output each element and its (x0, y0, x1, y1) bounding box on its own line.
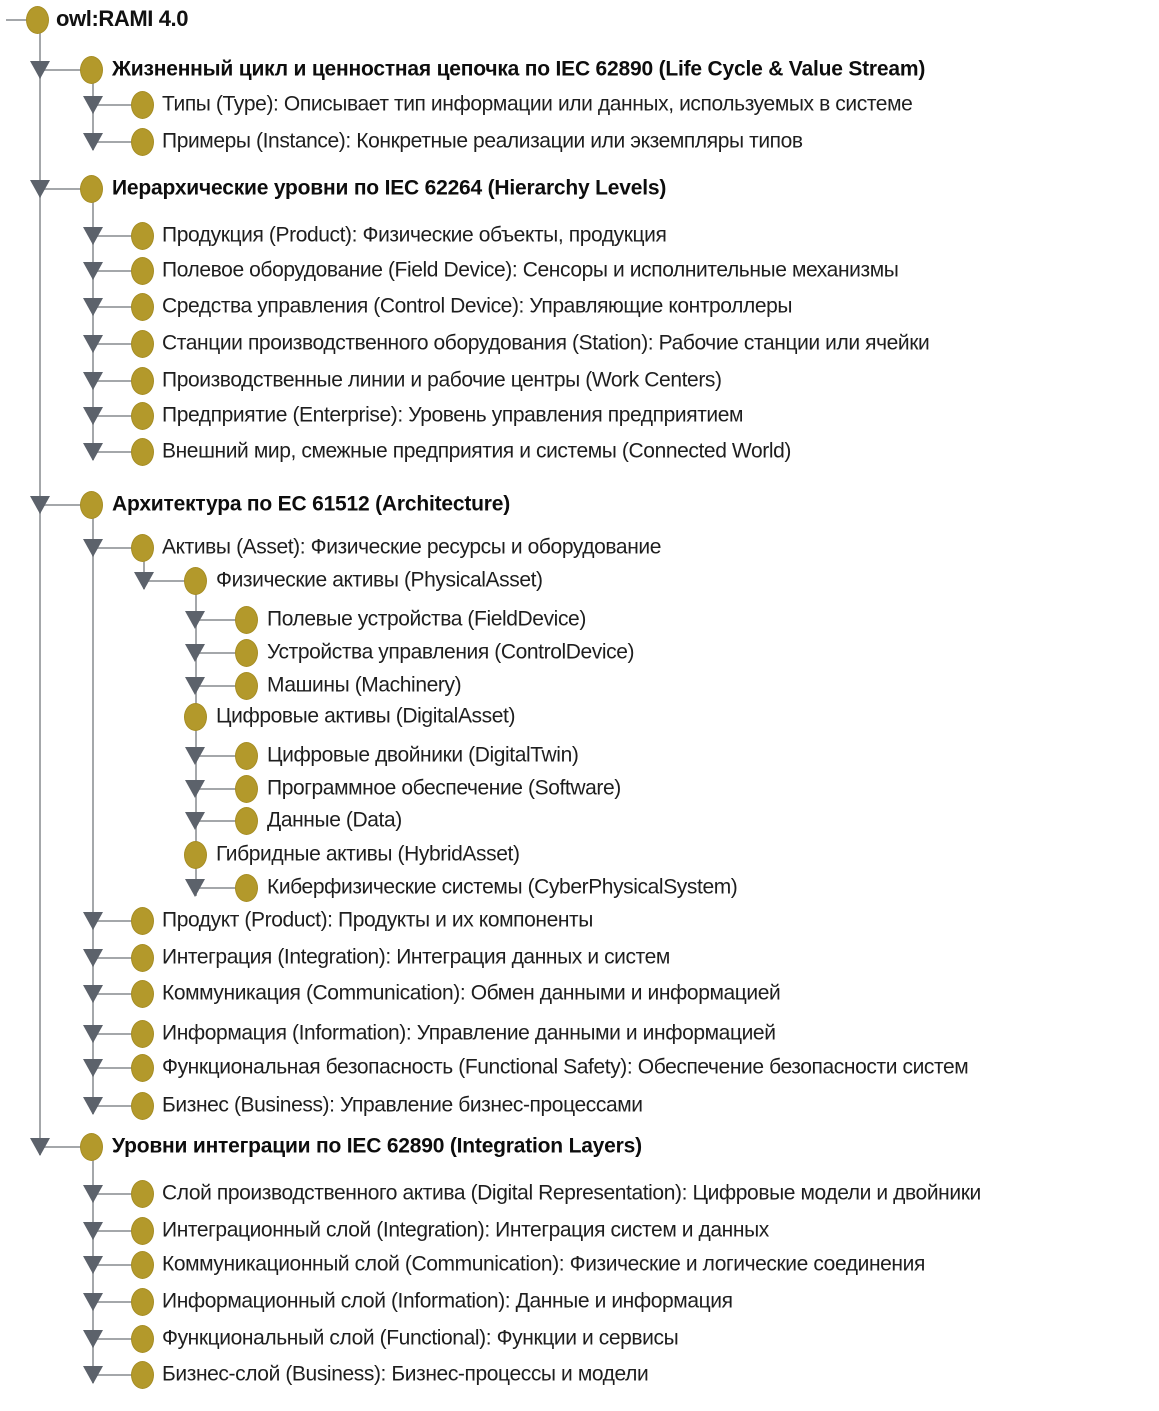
expand-triangle-icon[interactable] (83, 133, 103, 151)
class-node-icon[interactable] (80, 491, 103, 519)
node-label[interactable]: Цифровые двойники (DigitalTwin) (267, 743, 579, 767)
node-label[interactable]: Продукция (Product): Физические объекты, продукция (162, 223, 667, 247)
node-label[interactable]: Данные (Data) (267, 808, 402, 832)
node-label[interactable]: Внешний мир, смежные предприятия и системы (Connected World) (162, 439, 791, 463)
expand-triangle-icon[interactable] (83, 1025, 103, 1043)
class-node-icon[interactable] (131, 1092, 154, 1120)
expand-triangle-icon[interactable] (185, 812, 205, 830)
class-node-icon[interactable] (131, 438, 154, 466)
group-node-label[interactable]: Жизненный цикл и ценностная цепочка по IEC 62890 (Life Cycle & Value Stream) (112, 57, 926, 81)
class-node-icon[interactable] (131, 222, 154, 250)
node-label[interactable]: Коммуникация (Communication): Обмен данными и информацией (162, 981, 781, 1005)
node-label[interactable]: Полевое оборудование (Field Device): Сенсоры и исполнительные механизмы (162, 258, 899, 282)
expand-triangle-icon[interactable] (185, 879, 205, 897)
expand-triangle-icon[interactable] (185, 747, 205, 765)
node-label[interactable]: Активы (Asset): Физические ресурсы и оборудование (162, 535, 662, 559)
expand-triangle-icon[interactable] (83, 298, 103, 316)
node-label[interactable]: Функциональный слой (Functional): Функции и сервисы (162, 1326, 679, 1350)
node-label[interactable]: Устройства управления (ControlDevice) (267, 640, 635, 664)
class-node-icon[interactable] (131, 1325, 154, 1353)
expand-triangle-icon[interactable] (83, 1330, 103, 1348)
class-node-icon[interactable] (131, 91, 154, 119)
class-node-icon[interactable] (131, 330, 154, 358)
expand-triangle-icon[interactable] (83, 443, 103, 461)
class-node-icon[interactable] (184, 703, 207, 731)
class-node-icon[interactable] (80, 56, 103, 84)
expand-triangle-icon[interactable] (83, 1366, 103, 1384)
expand-triangle-icon[interactable] (83, 985, 103, 1003)
node-label[interactable]: Информационный слой (Information): Данные и информация (162, 1289, 733, 1313)
expand-triangle-icon[interactable] (83, 912, 103, 930)
node-label[interactable]: Средства управления (Control Device): Управляющие контроллеры (162, 294, 793, 318)
expand-triangle-icon[interactable] (83, 407, 103, 425)
class-node-icon[interactable] (131, 293, 154, 321)
node-label[interactable]: Бизнес (Business): Управление бизнес-процессами (162, 1093, 643, 1117)
class-node-icon[interactable] (26, 6, 49, 34)
expand-triangle-icon[interactable] (83, 949, 103, 967)
class-node-icon[interactable] (131, 980, 154, 1008)
class-node-icon[interactable] (235, 775, 258, 803)
node-label[interactable]: Станции производственного оборудования (Station): Рабочие станции или ячейки (162, 331, 930, 355)
expand-triangle-icon[interactable] (185, 677, 205, 695)
class-node-icon[interactable] (131, 402, 154, 430)
class-node-icon[interactable] (131, 1251, 154, 1279)
class-node-icon[interactable] (235, 742, 258, 770)
node-label[interactable]: Программное обеспечение (Software) (267, 776, 621, 800)
expand-triangle-icon[interactable] (134, 572, 154, 590)
expand-triangle-icon[interactable] (83, 262, 103, 280)
class-node-icon[interactable] (131, 1020, 154, 1048)
expand-triangle-icon[interactable] (83, 1185, 103, 1203)
group-node-label[interactable]: Архитектура по EC 61512 (Architecture) (112, 492, 511, 516)
node-label[interactable]: Предприятие (Enterprise): Уровень управления предприятием (162, 403, 744, 427)
class-node-icon[interactable] (131, 944, 154, 972)
expand-triangle-icon[interactable] (185, 780, 205, 798)
node-label[interactable]: Киберфизические системы (CyberPhysicalSystem) (267, 875, 738, 899)
expand-triangle-icon[interactable] (30, 496, 50, 514)
node-label[interactable]: Цифровые активы (DigitalAsset) (216, 704, 516, 728)
node-label[interactable]: Слой производственного актива (Digital Representation): Цифровые модели и двойники (162, 1181, 981, 1205)
expand-triangle-icon[interactable] (185, 644, 205, 662)
expand-triangle-icon[interactable] (83, 1293, 103, 1311)
node-label[interactable]: Информация (Information): Управление данными и информацией (162, 1021, 776, 1045)
node-label[interactable]: Гибридные активы (HybridAsset) (216, 842, 520, 866)
class-node-icon[interactable] (235, 639, 258, 667)
expand-triangle-icon[interactable] (83, 227, 103, 245)
class-node-icon[interactable] (80, 175, 103, 203)
node-label[interactable]: Машины (Machinery) (267, 673, 462, 697)
node-label[interactable]: Полевые устройства (FieldDevice) (267, 607, 586, 631)
node-label[interactable]: Функциональная безопасность (Functional Safety): Обеспечение безопасности систем (162, 1055, 969, 1079)
class-node-icon[interactable] (131, 1288, 154, 1316)
class-node-icon[interactable] (131, 128, 154, 156)
node-label[interactable]: Интеграция (Integration): Интеграция данных и систем (162, 945, 670, 969)
node-label[interactable]: Коммуникационный слой (Communication): Физические и логические соединения (162, 1252, 925, 1276)
expand-triangle-icon[interactable] (83, 96, 103, 114)
class-node-icon[interactable] (131, 534, 154, 562)
expand-triangle-icon[interactable] (83, 335, 103, 353)
class-node-icon[interactable] (131, 367, 154, 395)
expand-triangle-icon[interactable] (83, 539, 103, 557)
class-node-icon[interactable] (235, 672, 258, 700)
class-node-icon[interactable] (235, 807, 258, 835)
expand-triangle-icon[interactable] (83, 1222, 103, 1240)
expand-triangle-icon[interactable] (30, 180, 50, 198)
node-label[interactable]: Типы (Type): Описывает тип информации или данных, используемых в системе (162, 92, 913, 116)
class-node-icon[interactable] (131, 1054, 154, 1082)
node-label[interactable]: Продукт (Product): Продукты и их компоненты (162, 908, 593, 932)
node-label[interactable]: Бизнес-слой (Business): Бизнес-процессы и модели (162, 1362, 649, 1386)
node-label[interactable]: Физические активы (PhysicalAsset) (216, 568, 543, 592)
group-node-label[interactable]: Уровни интеграции по IEC 62890 (Integration Layers) (112, 1134, 642, 1158)
class-node-icon[interactable] (184, 567, 207, 595)
node-label[interactable]: Интеграционный слой (Integration): Интеграция систем и данных (162, 1218, 769, 1242)
class-node-icon[interactable] (235, 874, 258, 902)
class-node-icon[interactable] (80, 1133, 103, 1161)
class-node-icon[interactable] (235, 606, 258, 634)
tree-connector-line (92, 505, 94, 1114)
node-label[interactable]: Производственные линии и рабочие центры (Work Centers) (162, 368, 722, 392)
class-node-icon[interactable] (131, 907, 154, 935)
expand-triangle-icon[interactable] (83, 1059, 103, 1077)
expand-triangle-icon[interactable] (185, 611, 205, 629)
class-node-icon[interactable] (131, 257, 154, 285)
class-node-icon[interactable] (131, 1217, 154, 1245)
class-node-icon[interactable] (184, 841, 207, 869)
expand-triangle-icon[interactable] (83, 1256, 103, 1274)
group-node-label[interactable]: Иерархические уровни по IEC 62264 (Hierarchy Levels) (112, 176, 667, 200)
expand-triangle-icon[interactable] (83, 372, 103, 390)
expand-triangle-icon[interactable] (30, 61, 50, 79)
root-node-label[interactable]: owl:RAMI 4.0 (56, 6, 189, 32)
node-label[interactable]: Примеры (Instance): Конкретные реализации или экземпляры типов (162, 129, 803, 153)
expand-triangle-icon[interactable] (83, 1097, 103, 1115)
class-node-icon[interactable] (131, 1361, 154, 1389)
expand-triangle-icon[interactable] (30, 1138, 50, 1156)
class-node-icon[interactable] (131, 1180, 154, 1208)
